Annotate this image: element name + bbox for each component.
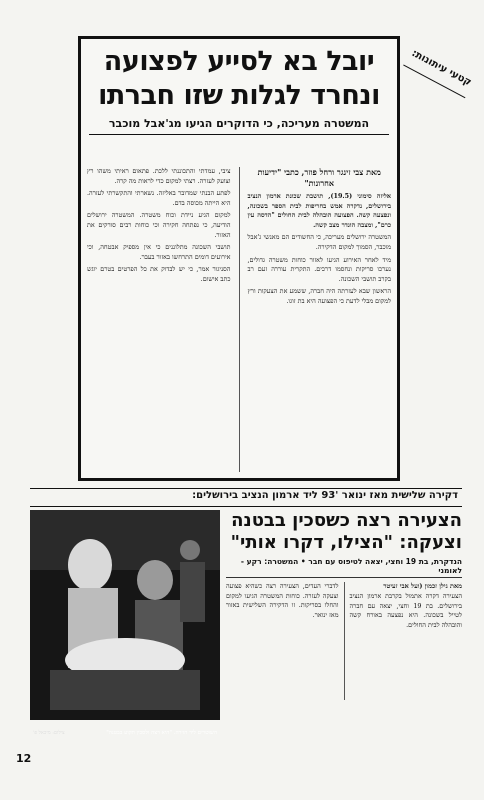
article-1-subtitle: המשטרה מעריכה, כי הדוקרים הגיעו מג'אבל מוכבר bbox=[89, 117, 389, 135]
paragraph: לפתע הבנתי שמדובר באליזה. נשארתי והתקשרתי לעזרה. היא הייתה מכוסה בדם. bbox=[87, 189, 231, 207]
paragraph: הסניגור אמר, כי יש לבדוק את כל הפרטים בטרם יוגש כתב אישום. bbox=[87, 265, 231, 283]
page-number: 12 bbox=[16, 752, 32, 765]
paragraph: המשטרה ירושלים מעריכה, כי החשודים הם מאנשי ג'אבל מוכבר, הסמוך למקום הדקירה. bbox=[247, 233, 391, 251]
article-1-headline bbox=[89, 45, 389, 113]
article-1-left-text bbox=[87, 167, 231, 285]
headline-line-2: וצעקה: "הצילו, דקרו אותי" bbox=[230, 532, 462, 553]
article-2-kicker: דקירה שלישית מאז ינואר '93 ליד ארמון הנציב בירושלים: bbox=[30, 490, 462, 507]
article-2-right-column bbox=[350, 582, 463, 700]
photo-caption bbox=[30, 726, 220, 740]
section-divider bbox=[30, 488, 462, 489]
article-2-columns bbox=[226, 582, 462, 700]
article-1-columns bbox=[87, 167, 391, 472]
column-divider bbox=[344, 582, 345, 700]
article-2-left-text: לדברי העדים, הצעירה רצה כשהיא פצועה וצעקה לעזרה. כוחות המשטרה הגיעו למקום והחלו בסריקות. זו הדקירה השלישית באזור מאז ינואר. bbox=[226, 582, 339, 619]
photo-image bbox=[30, 510, 220, 720]
article-2-subtitle: הנדקרת, בת 19 וחצי, יצאה לטיפוס עם חבר • המשטרה: רקע - לאומני bbox=[226, 557, 462, 578]
paragraph: ציבי, עמדתי והתכוננתי ללכת. פתאום ראיתי משהו רץ וצועק לעזרה. רצתי למקום כדי לראות מה קרה. bbox=[87, 167, 231, 185]
article-2-right-text: הצעירה דקרה אתמול בקרבת ארמון הנציב בירושלים. בת 19 וחצי, יצאה עם חברה לטייל בשכונה. היא נפצעה באורח קשה והובהלה לבית החולים. bbox=[349, 592, 462, 629]
column-divider bbox=[239, 167, 240, 472]
article-2 bbox=[30, 490, 462, 736]
article-1-byline: מאת צבי זינגר ורחל פוזר, כתבי "ידיעות אחרונות" bbox=[257, 167, 381, 188]
article-1-right-column bbox=[248, 167, 392, 472]
paragraph: הראשון שבא לעזרתה היה חברה, ששמע את הצעקות ורץ למקום מבלי לדעת כי הפצועה היא בת זוגו. bbox=[247, 287, 391, 305]
paragraph: למקום הגיע ניידת וכוח משטרה. המשטרה ירושלים הודיעה, כי נפתחה חקירה וכי כוחות רבים סורקים את האזור. bbox=[87, 211, 231, 239]
article-2-left-column bbox=[226, 582, 339, 700]
headline-line-1: יובל בא לסייע לפצועה bbox=[103, 46, 375, 77]
paragraph: תושבי השכונה מתלוננים כי אין מספיק אבטחה, וכי אירועים דומים התרחשו באזור בעבר. bbox=[87, 243, 231, 261]
article-1 bbox=[78, 36, 400, 481]
paragraph: אליזה סימוני (19.5), תושבת שכונת ארמון הנציב בירושלים, נדקרה אמש בחריפות לבית הספר בשכונה, ונפצעה קשה. הפצועה הובהלה לבית החולים "הדסה עין כרם", ומצבה הוגדר מצב קשה. bbox=[247, 192, 391, 229]
article-2-byline: מאת גילן זכמון (ועל אבי זעיטר bbox=[383, 582, 462, 590]
article-2-text-block bbox=[226, 510, 462, 720]
news-photo bbox=[30, 510, 220, 736]
photo-credit: צילום: מיכאל פ' bbox=[33, 730, 65, 736]
headline-line-2: ונחרד לגלות שזו חברתו bbox=[98, 80, 380, 111]
article-1-right-text bbox=[248, 192, 392, 307]
article-2-headline bbox=[226, 510, 462, 554]
corner-tag: קטעי עיתונות: bbox=[403, 47, 475, 98]
caption-text: השוטרים ליד הזירה. "היא רצה ולסכין תקוע בבטנה" bbox=[106, 730, 217, 736]
article-1-left-column bbox=[87, 167, 231, 472]
headline-line-1: הצעירה רצה כשסכין בבטנה bbox=[231, 510, 462, 531]
paragraph: מיד לאחר האירוע הגיעו לאזור כוחות משטרה גדולים, נערכו סריקות ונחסמו דרכים. התקרית עוררה זעם רב בקרב תושבי השכונה. bbox=[247, 255, 391, 283]
